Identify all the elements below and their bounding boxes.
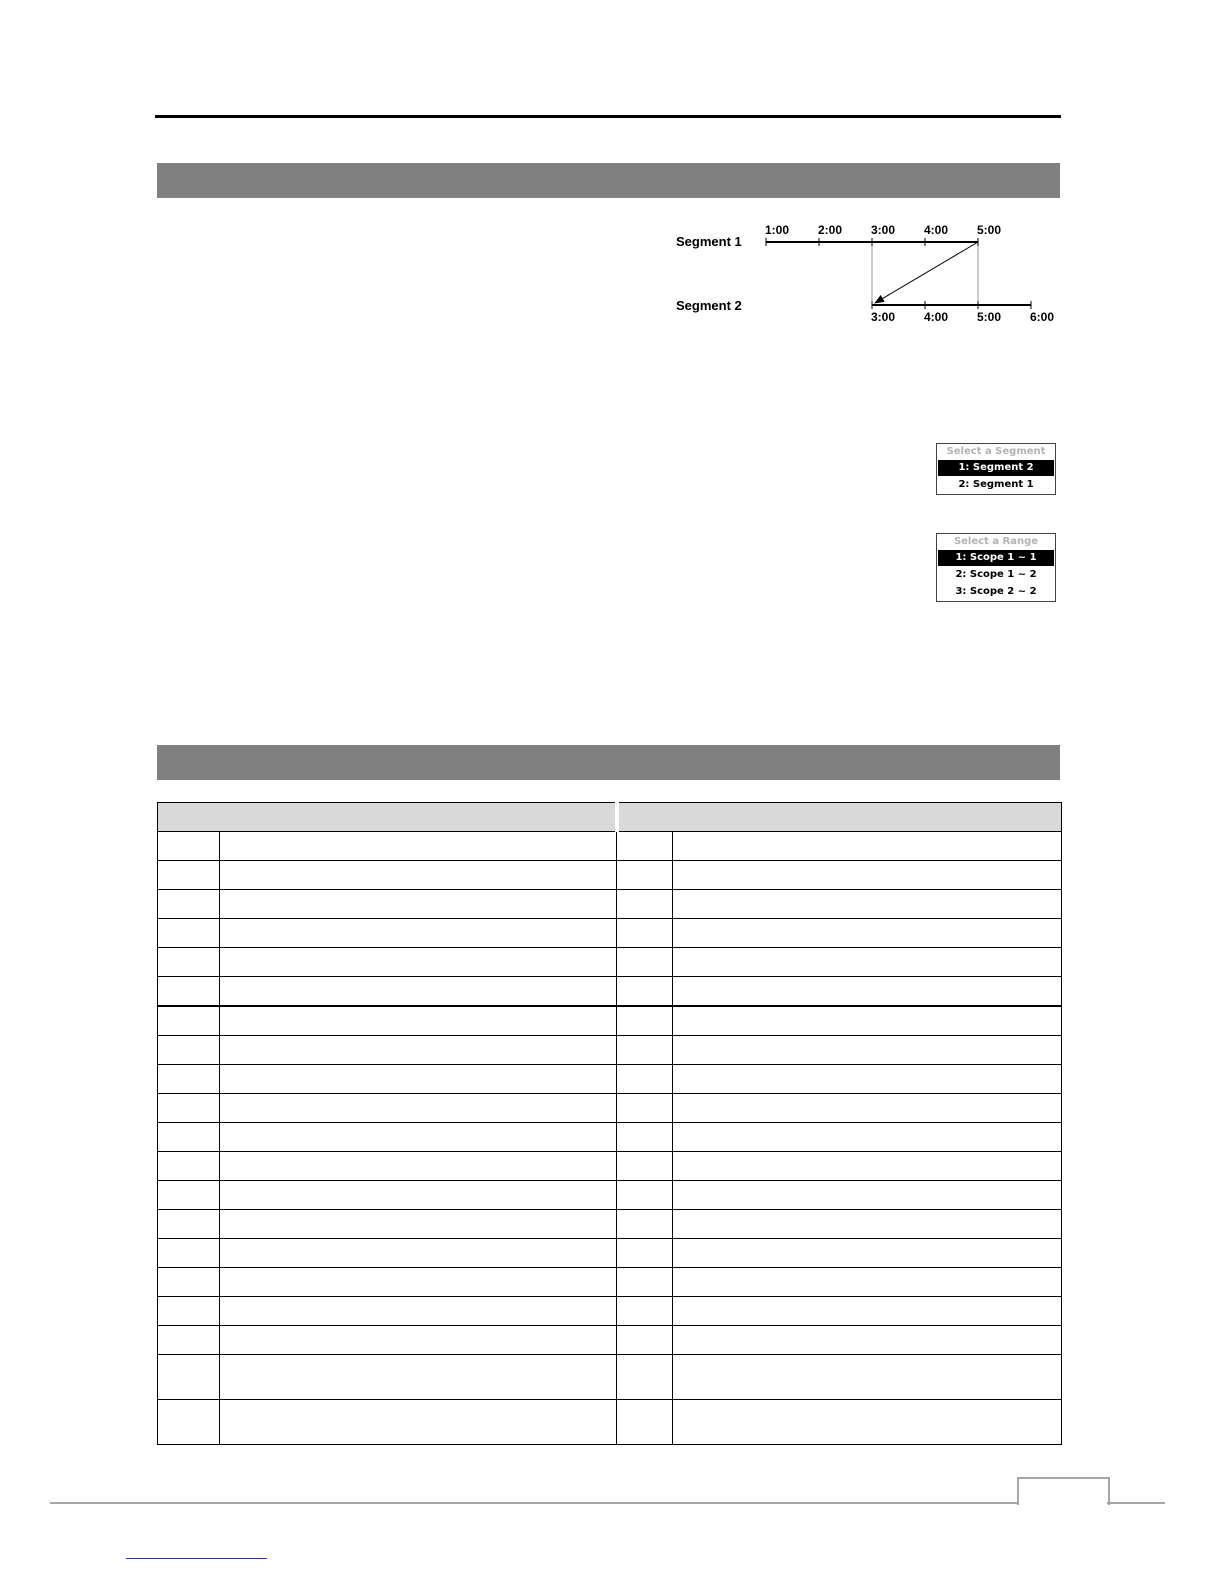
table-row bbox=[158, 1326, 1062, 1355]
select-range-menu[interactable] bbox=[936, 533, 1056, 602]
table-cell bbox=[673, 1181, 1062, 1210]
table-cell bbox=[673, 861, 1062, 890]
table-cell bbox=[617, 1400, 673, 1445]
table-cell bbox=[673, 1268, 1062, 1297]
table-cell bbox=[673, 1355, 1062, 1400]
table-cell bbox=[158, 1006, 220, 1036]
segment-timeline-diagram bbox=[664, 215, 1064, 335]
segment1-tick-label: 3:00 bbox=[870, 223, 896, 237]
table-row bbox=[158, 1065, 1062, 1094]
table-cell bbox=[617, 1123, 673, 1152]
table-cell bbox=[220, 861, 617, 890]
table-cell bbox=[158, 1355, 220, 1400]
table-cell bbox=[220, 1065, 617, 1094]
page-number-tab bbox=[1017, 1477, 1110, 1505]
table-cell bbox=[673, 1123, 1062, 1152]
table-row bbox=[158, 1181, 1062, 1210]
table-cell bbox=[617, 1065, 673, 1094]
table-cell bbox=[617, 1036, 673, 1065]
table-cell bbox=[220, 1210, 617, 1239]
table-cell bbox=[158, 861, 220, 890]
table-cell bbox=[673, 1006, 1062, 1036]
segment2-tick-label: 6:00 bbox=[1029, 310, 1055, 324]
table-cell bbox=[617, 977, 673, 1007]
range-menu-item[interactable]: 1: Scope 1 ~ 1 bbox=[938, 550, 1054, 566]
table-row bbox=[158, 1094, 1062, 1123]
table-cell bbox=[617, 1355, 673, 1400]
table-cell bbox=[158, 1094, 220, 1123]
table-cell bbox=[220, 1326, 617, 1355]
table-cell bbox=[617, 890, 673, 919]
table-cell bbox=[220, 1181, 617, 1210]
section-band-1 bbox=[157, 163, 1060, 198]
segment2-tick-label: 5:00 bbox=[976, 310, 1002, 324]
table-cell bbox=[158, 1152, 220, 1181]
segment1-tick-label: 4:00 bbox=[923, 223, 949, 237]
footer-link-underline[interactable] bbox=[126, 1558, 267, 1559]
table-row bbox=[158, 832, 1062, 861]
table-cell bbox=[617, 1006, 673, 1036]
range-menu-item[interactable]: 3: Scope 2 ~ 2 bbox=[955, 586, 1037, 597]
table-cell bbox=[220, 1239, 617, 1268]
table-cell bbox=[158, 1036, 220, 1065]
table-cell bbox=[220, 890, 617, 919]
table-cell bbox=[158, 832, 220, 861]
table-cell bbox=[220, 948, 617, 977]
table-cell bbox=[617, 1268, 673, 1297]
segment1-tick-label: 1:00 bbox=[764, 223, 790, 237]
table-cell bbox=[220, 832, 617, 861]
table-cell bbox=[220, 1355, 617, 1400]
select-segment-menu[interactable] bbox=[936, 443, 1056, 495]
table-cell bbox=[158, 1239, 220, 1268]
table-row bbox=[158, 1123, 1062, 1152]
table-cell bbox=[617, 861, 673, 890]
table-cell bbox=[220, 1006, 617, 1036]
jump-arrow bbox=[875, 242, 978, 303]
segment2-tick-label: 3:00 bbox=[870, 310, 896, 324]
range-menu-item[interactable]: 2: Scope 1 ~ 2 bbox=[955, 569, 1037, 580]
table-row bbox=[158, 890, 1062, 919]
table-cell bbox=[673, 1065, 1062, 1094]
select-range-title: Select a Range bbox=[953, 536, 1039, 547]
footer-rule-right bbox=[1107, 1502, 1165, 1504]
table-cell bbox=[617, 919, 673, 948]
table-row bbox=[158, 861, 1062, 890]
table-row bbox=[158, 919, 1062, 948]
table-header-right bbox=[617, 803, 1062, 832]
select-segment-title: Select a Segment bbox=[946, 446, 1046, 457]
table-cell bbox=[158, 1268, 220, 1297]
table-cell bbox=[617, 1326, 673, 1355]
table-cell bbox=[673, 919, 1062, 948]
table-cell bbox=[617, 1239, 673, 1268]
table-cell bbox=[673, 1297, 1062, 1326]
table-cell bbox=[673, 1094, 1062, 1123]
table-header-row bbox=[158, 803, 1062, 832]
table-cell bbox=[158, 1181, 220, 1210]
table-cell bbox=[673, 832, 1062, 861]
table-cell bbox=[673, 1152, 1062, 1181]
section-band-2 bbox=[157, 745, 1060, 780]
table-cell bbox=[158, 1065, 220, 1094]
table-cell bbox=[220, 1152, 617, 1181]
table-row bbox=[158, 1355, 1062, 1400]
table-cell bbox=[158, 1400, 220, 1445]
table-cell bbox=[220, 919, 617, 948]
table-cell bbox=[617, 1210, 673, 1239]
table-row bbox=[158, 1239, 1062, 1268]
table-cell bbox=[673, 1400, 1062, 1445]
table-cell bbox=[673, 948, 1062, 977]
table-row bbox=[158, 1210, 1062, 1239]
table-cell bbox=[158, 977, 220, 1007]
segment1-tick-label: 5:00 bbox=[976, 223, 1002, 237]
table-row bbox=[158, 1006, 1062, 1036]
table-row bbox=[158, 1297, 1062, 1326]
segment2-label: Segment 2 bbox=[676, 298, 742, 313]
segment1-label: Segment 1 bbox=[676, 234, 742, 249]
table-cell bbox=[220, 1268, 617, 1297]
table-cell bbox=[617, 832, 673, 861]
table-cell bbox=[158, 1210, 220, 1239]
table-cell bbox=[220, 1297, 617, 1326]
table-cell bbox=[220, 1094, 617, 1123]
table-cell bbox=[220, 977, 617, 1007]
segment2-tick-label: 4:00 bbox=[923, 310, 949, 324]
footer-rule-left bbox=[50, 1502, 1018, 1504]
table-cell bbox=[158, 919, 220, 948]
table-cell bbox=[673, 1210, 1062, 1239]
table-cell bbox=[673, 1239, 1062, 1268]
table-cell bbox=[220, 1400, 617, 1445]
table-row bbox=[158, 948, 1062, 977]
table-cell bbox=[617, 1181, 673, 1210]
table-cell bbox=[158, 1123, 220, 1152]
table-cell bbox=[220, 1036, 617, 1065]
segment-menu-item[interactable]: 1: Segment 2 bbox=[938, 460, 1054, 476]
table-cell bbox=[673, 1326, 1062, 1355]
table-cell bbox=[220, 1123, 617, 1152]
table-row bbox=[158, 1400, 1062, 1445]
table-row bbox=[158, 1036, 1062, 1065]
table-row bbox=[158, 1268, 1062, 1297]
segment1-tick-label: 2:00 bbox=[817, 223, 843, 237]
table-cell bbox=[673, 890, 1062, 919]
table-cell bbox=[673, 1036, 1062, 1065]
table-header-left bbox=[158, 803, 617, 832]
table-cell bbox=[617, 1094, 673, 1123]
table-cell bbox=[158, 890, 220, 919]
spec-table bbox=[157, 802, 1062, 1445]
segment-menu-item[interactable]: 2: Segment 1 bbox=[958, 479, 1034, 490]
table-cell bbox=[617, 1152, 673, 1181]
table-cell bbox=[617, 948, 673, 977]
table-cell bbox=[673, 977, 1062, 1007]
table-row bbox=[158, 977, 1062, 1007]
table-cell bbox=[158, 1297, 220, 1326]
top-rule bbox=[155, 115, 1061, 118]
table-row bbox=[158, 1152, 1062, 1181]
table-cell bbox=[158, 948, 220, 977]
table-cell bbox=[158, 1326, 220, 1355]
table-cell bbox=[617, 1297, 673, 1326]
